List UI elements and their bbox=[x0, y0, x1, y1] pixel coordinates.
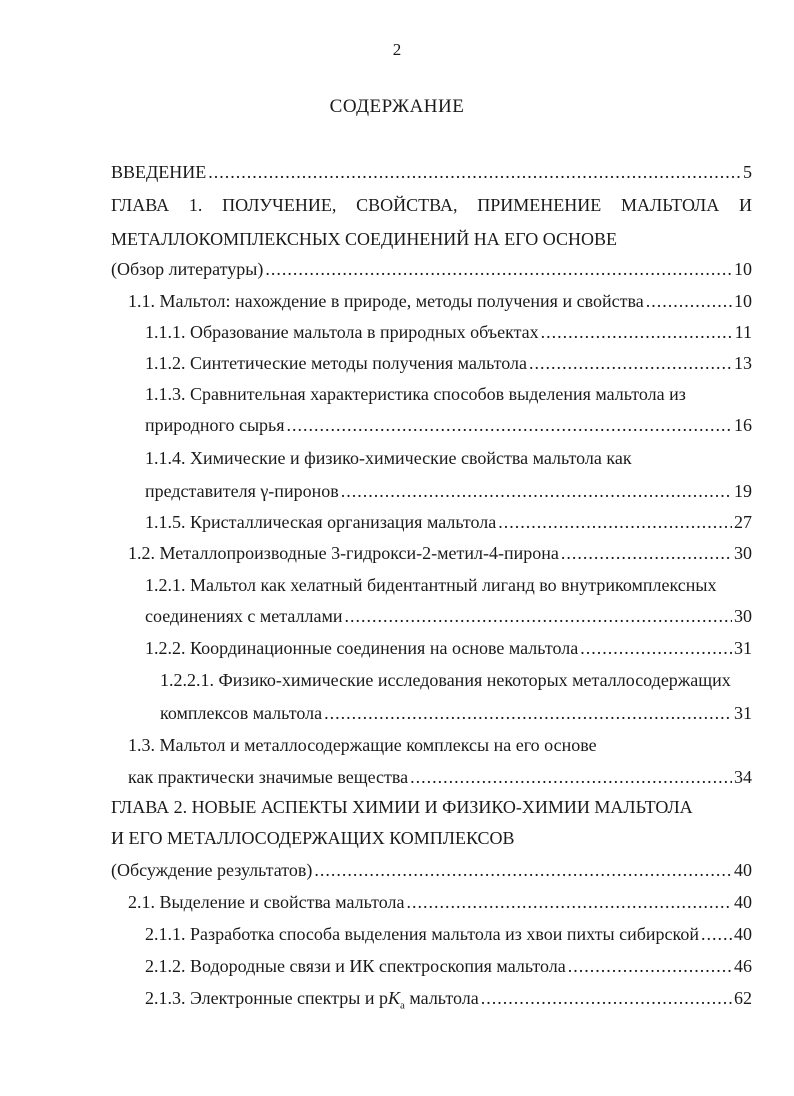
toc-entry-1-2-2[interactable] bbox=[145, 636, 752, 660]
toc-entry-1-1-3-line-1[interactable]: 1.1.3. Сравнительная характеристика способов выделения мальтола из bbox=[145, 384, 686, 404]
chapter-2-heading-line-2[interactable]: И ЕГО МЕТАЛЛОСОДЕРЖАЩИХ КОМПЛЕКСОВ bbox=[111, 828, 515, 848]
toc-entry-1-1-4-line-1[interactable]: 1.1.4. Химические и физико-химические свойства мальтола как bbox=[145, 448, 632, 468]
toc-entry-chapter-1-review[interactable] bbox=[111, 257, 752, 281]
entry-text: 1.2.2. Координационные соединения на основе мальтола bbox=[145, 638, 579, 658]
entry-text: 1.1.2. Синтетические методы получения мальтола bbox=[145, 353, 527, 373]
entry-page: 19 bbox=[734, 481, 752, 501]
entry-page: 10 bbox=[734, 259, 752, 279]
entry-page: 11 bbox=[734, 322, 752, 342]
leader-dots bbox=[407, 890, 733, 914]
pka-k-symbol: K bbox=[388, 988, 401, 1008]
toc-entry-introduction[interactable] bbox=[111, 160, 752, 184]
leader-dots bbox=[287, 413, 732, 437]
entry-page: 10 bbox=[734, 291, 752, 311]
leader-dots bbox=[324, 701, 732, 725]
entry-page: 34 bbox=[734, 767, 752, 787]
entry-page: 40 bbox=[734, 860, 752, 880]
toc-entry-1-1[interactable] bbox=[128, 289, 752, 313]
toc-entry-1-1-2[interactable] bbox=[145, 351, 752, 375]
leader-dots bbox=[529, 351, 732, 375]
chapter-1-heading-line-2[interactable]: МЕТАЛЛОКОМПЛЕКСНЫХ СОЕДИНЕНИЙ НА ЕГО ОСНОВЕ bbox=[111, 229, 617, 249]
entry-text-main: 2.1.3. Электронные спектры и p bbox=[145, 988, 388, 1008]
leader-dots bbox=[701, 922, 732, 946]
entry-text: соединениях с металлами bbox=[145, 606, 343, 626]
pka-subscript: a bbox=[400, 999, 405, 1012]
leader-dots bbox=[314, 858, 732, 882]
toc-entry-2-1[interactable] bbox=[128, 890, 752, 914]
entry-text: 2.1. Выделение и свойства мальтола bbox=[128, 892, 405, 912]
entry-page: 30 bbox=[734, 543, 752, 563]
page-number: 2 bbox=[392, 40, 402, 59]
entry-text: 1.1.5. Кристаллическая организация мальтола bbox=[145, 512, 497, 532]
toc-entry-1-1-1[interactable] bbox=[145, 320, 752, 344]
entry-page: 62 bbox=[734, 988, 752, 1008]
toc-title: СОДЕРЖАНИЕ bbox=[329, 96, 465, 117]
leader-dots bbox=[568, 954, 732, 978]
toc-entry-chapter-2-results[interactable] bbox=[111, 858, 752, 882]
toc-entry-1-2-1-line-1[interactable]: 1.2.1. Мальтол как хелатный бидентантный лиганд во внутрикомплексных bbox=[145, 575, 717, 595]
toc-entry-2-1-2[interactable] bbox=[145, 954, 752, 978]
entry-text bbox=[145, 986, 479, 1018]
toc-entry-1-2[interactable] bbox=[128, 541, 752, 565]
toc-entry-1-1-3[interactable] bbox=[145, 413, 752, 437]
leader-dots bbox=[498, 510, 732, 534]
entry-text: комплексов мальтола bbox=[160, 703, 323, 723]
leader-dots bbox=[580, 636, 732, 660]
entry-page: 40 bbox=[734, 892, 752, 912]
toc-entry-1-2-1[interactable] bbox=[145, 604, 752, 628]
leader-dots bbox=[341, 479, 732, 503]
leader-dots bbox=[561, 541, 732, 565]
entry-page: 27 bbox=[734, 512, 752, 532]
leader-dots bbox=[481, 986, 732, 1010]
entry-page: 46 bbox=[734, 956, 752, 976]
entry-text: 1.2. Металлопроизводные 3-гидрокси-2-метил-4-пирона bbox=[128, 543, 559, 563]
entry-text: (Обзор литературы) bbox=[111, 259, 264, 279]
toc-entry-1-1-5[interactable] bbox=[145, 510, 752, 534]
entry-text: природного сырья bbox=[145, 415, 285, 435]
entry-page: 31 bbox=[734, 703, 752, 723]
leader-dots bbox=[410, 765, 732, 789]
entry-page: 13 bbox=[734, 353, 752, 373]
toc-entry-1-3-line-1[interactable]: 1.3. Мальтол и металлосодержащие комплексы на его основе bbox=[128, 735, 597, 755]
leader-dots bbox=[646, 289, 732, 313]
entry-text: (Обсуждение результатов) bbox=[111, 860, 313, 880]
entry-page: 30 bbox=[734, 606, 752, 626]
toc-entry-1-2-2-1[interactable] bbox=[160, 701, 752, 725]
entry-text: представителя γ-пиронов bbox=[145, 481, 339, 501]
toc-entry-1-1-4[interactable] bbox=[145, 479, 752, 503]
entry-page: 5 bbox=[743, 162, 752, 182]
entry-text-tail: мальтола bbox=[404, 988, 479, 1008]
entry-page: 40 bbox=[734, 924, 752, 944]
chapter-1-heading-line-1[interactable]: ГЛАВА 1. ПОЛУЧЕНИЕ, СВОЙСТВА, ПРИМЕНЕНИЕ МАЛЬТОЛА И bbox=[111, 195, 752, 215]
toc-entry-1-2-2-1-line-1[interactable]: 1.2.2.1. Физико-химические исследования некоторых металлосодержащих bbox=[160, 670, 731, 690]
entry-text: 1.1.1. Образование мальтола в природных объектах bbox=[145, 322, 539, 342]
entry-text: 2.1.1. Разработка способа выделения мальтола из хвои пихты сибирской bbox=[145, 924, 699, 944]
leader-dots bbox=[345, 604, 733, 628]
toc-entry-2-1-3[interactable] bbox=[145, 986, 752, 1018]
chapter-2-heading-line-1[interactable]: ГЛАВА 2. НОВЫЕ АСПЕКТЫ ХИМИИ И ФИЗИКО-ХИМИИ МАЛЬТОЛА bbox=[111, 797, 693, 817]
entry-text: 2.1.2. Водородные связи и ИК спектроскопия мальтола bbox=[145, 956, 566, 976]
entry-page: 31 bbox=[734, 638, 752, 658]
leader-dots bbox=[265, 257, 732, 281]
toc-entry-1-3[interactable] bbox=[128, 765, 752, 789]
entry-text: как практически значимые вещества bbox=[128, 767, 409, 787]
entry-text: ВВЕДЕНИЕ bbox=[111, 162, 207, 182]
toc-entry-2-1-1[interactable] bbox=[145, 922, 752, 946]
leader-dots bbox=[541, 320, 733, 344]
leader-dots bbox=[208, 160, 741, 184]
entry-text: 1.1. Мальтол: нахождение в природе, методы получения и свойства bbox=[128, 291, 644, 311]
entry-page: 16 bbox=[734, 415, 752, 435]
